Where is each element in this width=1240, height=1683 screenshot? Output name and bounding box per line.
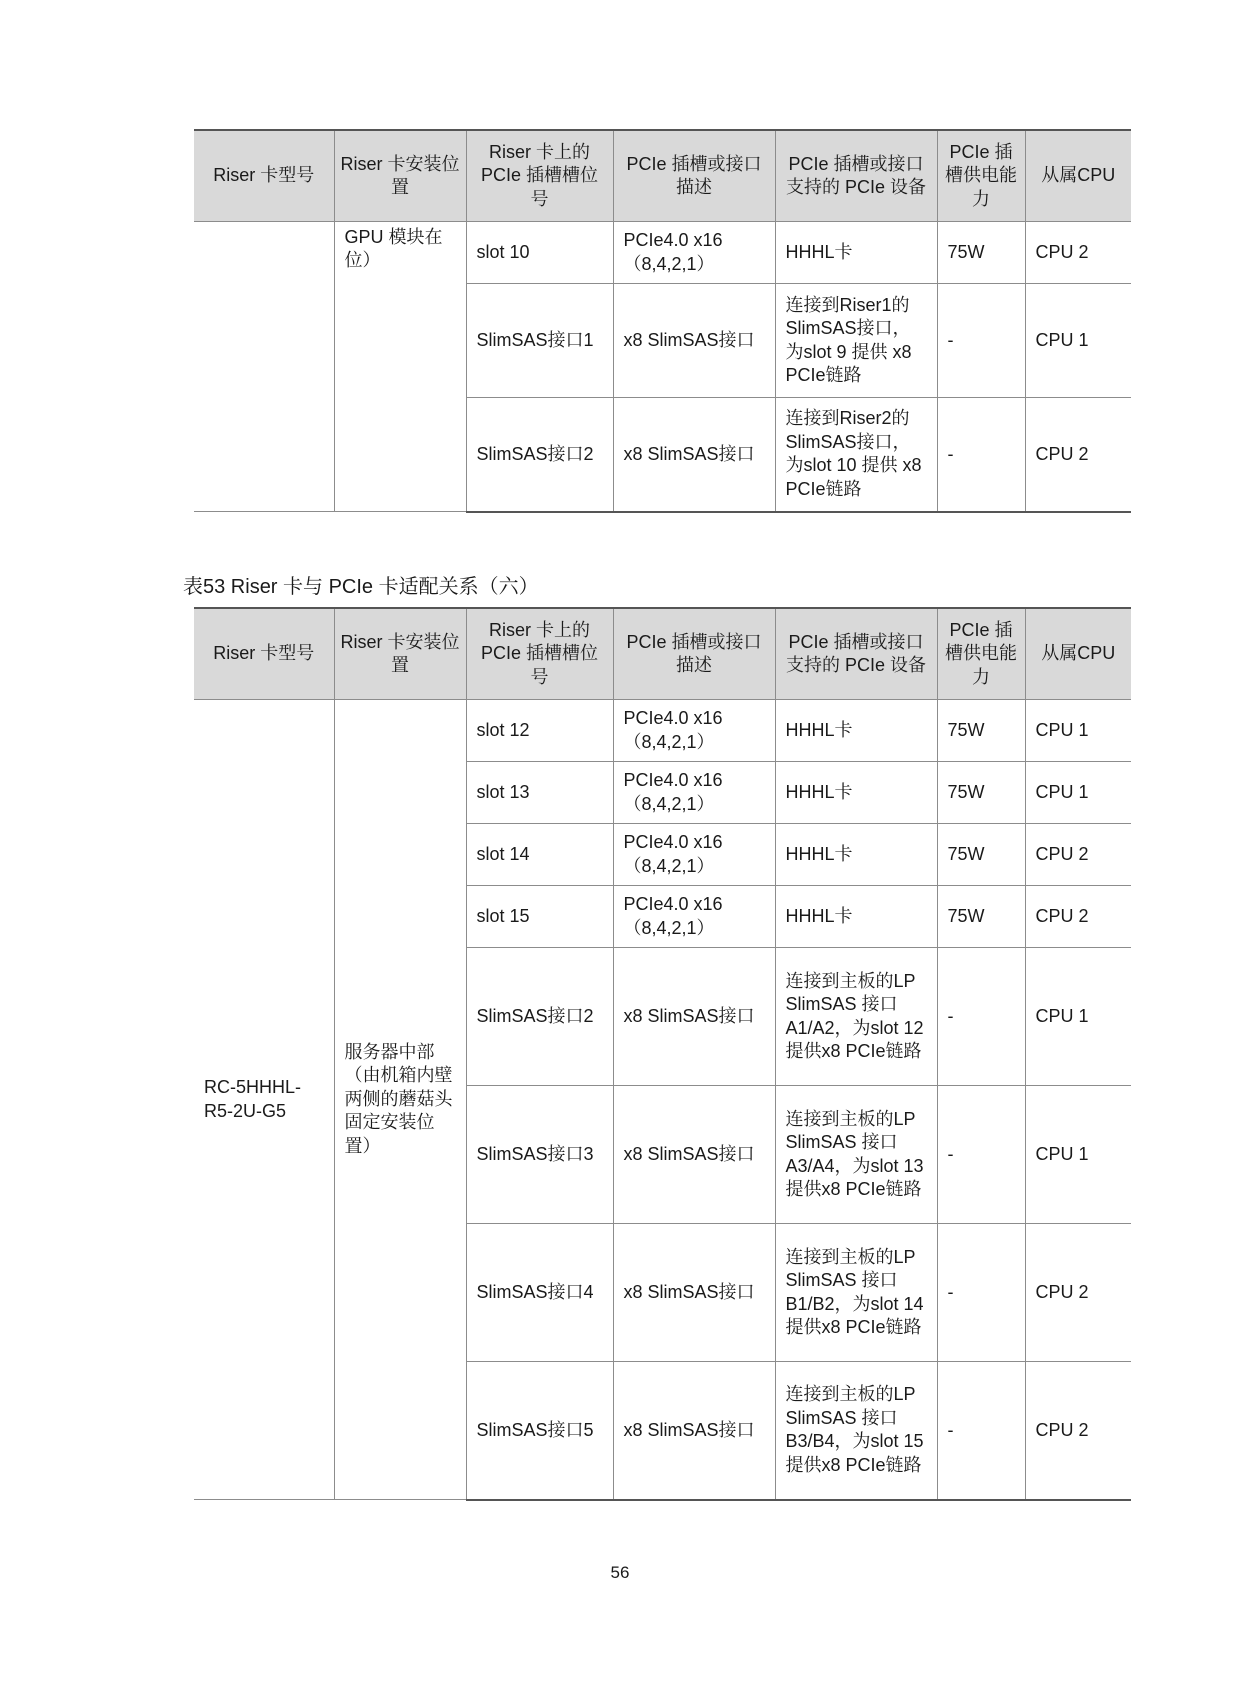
desc-cell: x8 SlimSAS接口: [613, 398, 775, 512]
table-row: [194, 222, 1131, 284]
header-install-location: Riser 卡安装位置: [334, 130, 466, 222]
header-cpu: 从属CPU: [1025, 608, 1131, 700]
device-cell: 连接到主板的LP SlimSAS 接口A1/A2，为slot 12 提供x8 PCIe链路: [775, 948, 937, 1086]
slot-cell: slot 15: [466, 886, 613, 948]
header-supported-devices: PCIe 插槽或接口支持的 PCIe 设备: [775, 130, 937, 222]
device-cell: HHHL卡: [775, 824, 937, 886]
device-cell: HHHL卡: [775, 222, 937, 284]
slot-cell: slot 10: [466, 222, 613, 284]
slot-cell: SlimSAS接口4: [466, 1224, 613, 1362]
location-cell: GPU 模块在位）: [334, 222, 466, 512]
desc-cell: x8 SlimSAS接口: [613, 284, 775, 398]
slot-cell: SlimSAS接口3: [466, 1086, 613, 1224]
power-cell: -: [937, 284, 1025, 398]
table-row: [194, 700, 1131, 762]
power-cell: 75W: [937, 824, 1025, 886]
slot-cell: slot 13: [466, 762, 613, 824]
power-cell: 75W: [937, 700, 1025, 762]
desc-cell: PCIe4.0 x16（8,4,2,1）: [613, 222, 775, 284]
device-cell: HHHL卡: [775, 886, 937, 948]
power-cell: -: [937, 1224, 1025, 1362]
device-cell: HHHL卡: [775, 762, 937, 824]
table-caption: 表53 Riser 卡与 PCIe 卡适配关系（六）: [183, 576, 539, 598]
slot-cell: SlimSAS接口2: [466, 398, 613, 512]
riser-table-six: [194, 607, 1131, 1501]
desc-cell: x8 SlimSAS接口: [613, 1362, 775, 1500]
cpu-cell: CPU 2: [1025, 398, 1131, 512]
device-cell: 连接到主板的LP SlimSAS 接口A3/A4，为slot 13 提供x8 PCIe链路: [775, 1086, 937, 1224]
slot-cell: slot 12: [466, 700, 613, 762]
power-cell: -: [937, 1086, 1025, 1224]
device-cell: 连接到主板的LP SlimSAS 接口B1/B2，为slot 14 提供x8 PCIe链路: [775, 1224, 937, 1362]
riser-table-continued: [194, 129, 1131, 513]
desc-cell: PCIe4.0 x16（8,4,2,1）: [613, 700, 775, 762]
model-cell: [194, 222, 334, 512]
cpu-cell: CPU 2: [1025, 1362, 1131, 1500]
desc-cell: PCIe4.0 x16（8,4,2,1）: [613, 824, 775, 886]
power-cell: 75W: [937, 886, 1025, 948]
header-slot-description: PCIe 插槽或接口描述: [613, 130, 775, 222]
power-cell: 75W: [937, 762, 1025, 824]
page-number: 56: [610, 1563, 630, 1582]
slot-cell: SlimSAS接口1: [466, 284, 613, 398]
device-cell: 连接到Riser2的SlimSAS接口，为slot 10 提供 x8 PCIe链路: [775, 398, 937, 512]
header-power-capacity: PCIe 插槽供电能力: [937, 608, 1025, 700]
desc-cell: x8 SlimSAS接口: [613, 948, 775, 1086]
header-supported-devices: PCIe 插槽或接口支持的 PCIe 设备: [775, 608, 937, 700]
device-cell: 连接到Riser1的SlimSAS接口，为slot 9 提供 x8 PCIe链路: [775, 284, 937, 398]
header-slot-number: Riser 卡上的PCIe 插槽槽位号: [466, 608, 613, 700]
slot-cell: SlimSAS接口5: [466, 1362, 613, 1500]
power-cell: -: [937, 398, 1025, 512]
table-header-row: [194, 608, 1131, 700]
desc-cell: x8 SlimSAS接口: [613, 1224, 775, 1362]
device-cell: HHHL卡: [775, 700, 937, 762]
device-cell: 连接到主板的LP SlimSAS 接口B3/B4，为slot 15 提供x8 PCIe链路: [775, 1362, 937, 1500]
header-slot-number: Riser 卡上的PCIe 插槽槽位号: [466, 130, 613, 222]
cpu-cell: CPU 2: [1025, 222, 1131, 284]
slot-cell: SlimSAS接口2: [466, 948, 613, 1086]
desc-cell: PCIe4.0 x16（8,4,2,1）: [613, 762, 775, 824]
desc-cell: PCIe4.0 x16（8,4,2,1）: [613, 886, 775, 948]
desc-cell: x8 SlimSAS接口: [613, 1086, 775, 1224]
cpu-cell: CPU 1: [1025, 1086, 1131, 1224]
cpu-cell: CPU 2: [1025, 824, 1131, 886]
slot-cell: slot 14: [466, 824, 613, 886]
table-header-row: [194, 130, 1131, 222]
header-install-location: Riser 卡安装位置: [334, 608, 466, 700]
cpu-cell: CPU 1: [1025, 948, 1131, 1086]
header-cpu: 从属CPU: [1025, 130, 1131, 222]
cpu-cell: CPU 2: [1025, 886, 1131, 948]
header-riser-model: Riser 卡型号: [194, 130, 334, 222]
header-power-capacity: PCIe 插槽供电能力: [937, 130, 1025, 222]
location-cell: 服务器中部（由机箱内壁两侧的蘑菇头固定安装位置）: [334, 700, 466, 1500]
cpu-cell: CPU 1: [1025, 762, 1131, 824]
model-cell: RC-5HHHL-R5-2U-G5: [194, 700, 334, 1500]
header-riser-model: Riser 卡型号: [194, 608, 334, 700]
power-cell: 75W: [937, 222, 1025, 284]
power-cell: -: [937, 1362, 1025, 1500]
cpu-cell: CPU 1: [1025, 284, 1131, 398]
power-cell: -: [937, 948, 1025, 1086]
cpu-cell: CPU 2: [1025, 1224, 1131, 1362]
cpu-cell: CPU 1: [1025, 700, 1131, 762]
header-slot-description: PCIe 插槽或接口描述: [613, 608, 775, 700]
